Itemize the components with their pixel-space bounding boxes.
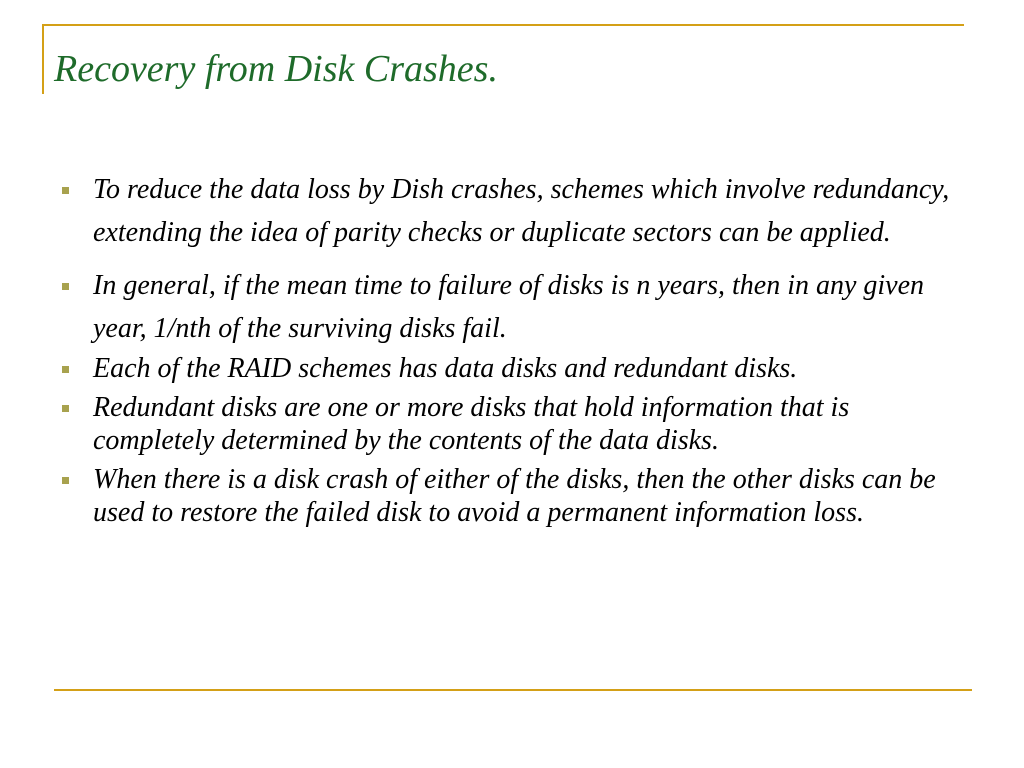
bullet-square-icon xyxy=(62,405,69,412)
bullet-item xyxy=(60,391,965,457)
bullet-list xyxy=(60,168,965,535)
bullet-item xyxy=(60,463,965,529)
bullet-item xyxy=(60,352,965,385)
bullet-item xyxy=(60,264,965,350)
bullet-item xyxy=(60,168,965,254)
bullet-text: Each of the RAID schemes has data disks and redundant disks. xyxy=(93,353,798,384)
bullet-square-icon xyxy=(62,283,69,290)
bullet-text: Redundant disks are one or more disks that hold information that is completely determined by the contents of the data disks. xyxy=(93,392,850,456)
bottom-rule xyxy=(54,689,972,691)
slide-title: Recovery from Disk Crashes. xyxy=(54,48,498,90)
bullet-text: In general, if the mean time to failure of disks is n years, then in any given year, 1/nth of the surviving disks fail. xyxy=(93,270,925,344)
bullet-text: When there is a disk crash of either of the disks, then the other disks can be used to restore the failed disk to avoid a permanent information loss. xyxy=(93,464,936,528)
title-rule-vertical xyxy=(42,24,44,94)
bullet-square-icon xyxy=(62,366,69,373)
bullet-square-icon xyxy=(62,477,69,484)
bullet-square-icon xyxy=(62,187,69,194)
title-rule-horizontal xyxy=(42,24,964,26)
bullet-text: To reduce the data loss by Dish crashes, schemes which involve redundancy, extending the idea of parity checks or duplicate sectors can be applied. xyxy=(93,174,950,248)
